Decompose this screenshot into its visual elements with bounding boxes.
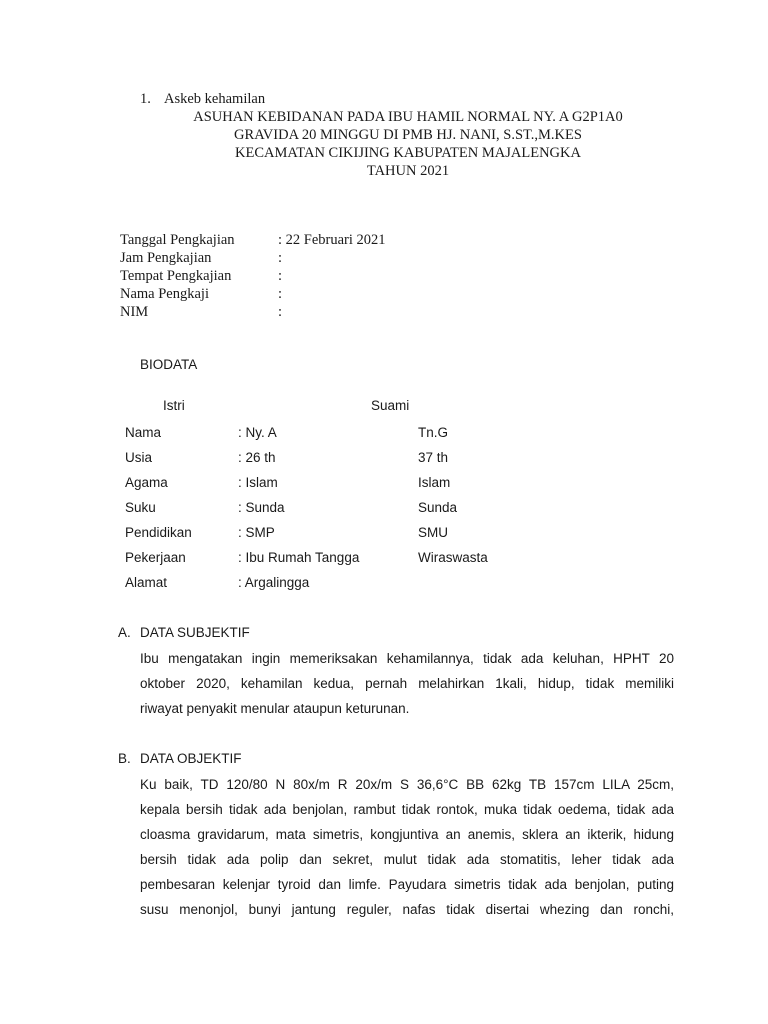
section-letter-subjective: A. bbox=[118, 625, 131, 640]
subjective-paragraph bbox=[140, 646, 674, 721]
biodata-husband-value: SMU bbox=[418, 525, 448, 540]
assessment-value: : bbox=[278, 304, 283, 320]
document-title-line-2: GRAVIDA 20 MINGGU DI PMB HJ. NANI, S.ST.,M.KES bbox=[234, 127, 582, 143]
document-title-line-3: KECAMATAN CIKIJING KABUPATEN MAJALENGKA bbox=[235, 145, 581, 161]
paragraph-line: oktober 2020, kehamilan kedua, pernah melahirkan 1kali, hidup, tidak memiliki bbox=[140, 676, 674, 691]
paragraph-line: susu menonjol, bunyi jantung reguler, nafas tidak disertai whezing dan ronchi, bbox=[140, 902, 674, 917]
paragraph-line: Ibu mengatakan ingin memeriksakan kehamilannya, tidak ada keluhan, HPHT 20 bbox=[140, 651, 674, 666]
biodata-wife-value: : 26 th bbox=[238, 450, 276, 465]
paragraph-line: riwayat penyakit menular ataupun keturunan. bbox=[140, 701, 410, 716]
section-title-subjective: DATA SUBJEKTIF bbox=[140, 625, 250, 640]
section-title-objective: DATA OBJEKTIF bbox=[140, 751, 242, 766]
biodata-label: Usia bbox=[125, 450, 153, 465]
biodata-label: Agama bbox=[125, 475, 168, 490]
biodata-label: Nama bbox=[125, 425, 162, 440]
assessment-value: : bbox=[278, 268, 283, 284]
list-label: Askeb kehamilan bbox=[164, 91, 266, 107]
paragraph-line: cloasma gravidarum, mata simetris, kongjuntiva an anemis, sklera an ikterik, hidung bbox=[140, 827, 674, 842]
biodata-husband-value: Islam bbox=[418, 475, 451, 490]
assessment-value: : bbox=[278, 286, 283, 302]
biodata-husband-value: Tn.G bbox=[418, 425, 449, 440]
biodata-title: BIODATA bbox=[140, 357, 198, 372]
biodata-label: Pendidikan bbox=[125, 525, 192, 540]
biodata-col-husband: Suami bbox=[371, 398, 410, 413]
assessment-label: NIM bbox=[120, 304, 149, 320]
assessment-value: : bbox=[278, 250, 283, 266]
biodata-label: Alamat bbox=[125, 575, 168, 590]
biodata-wife-value: : Ny. A bbox=[238, 425, 277, 440]
assessment-value: : 22 Februari 2021 bbox=[278, 232, 386, 248]
paragraph-line: pembesaran kelenjar tyroid dan limfe. Payudara simetris tidak ada benjolan, puting bbox=[140, 877, 674, 892]
biodata-husband-value: Sunda bbox=[418, 500, 458, 515]
biodata-label: Pekerjaan bbox=[125, 550, 186, 565]
paragraph-line: kepala bersih tidak ada benjolan, rambut tidak rontok, muka tidak oedema, tidak ada bbox=[140, 802, 674, 817]
biodata-wife-value: : Sunda bbox=[238, 500, 285, 515]
objective-paragraph bbox=[140, 772, 674, 922]
assessment-label: Tanggal Pengkajian bbox=[120, 232, 235, 248]
section-letter-objective: B. bbox=[118, 751, 131, 766]
biodata-husband-value: 37 th bbox=[418, 450, 449, 465]
assessment-label: Nama Pengkaji bbox=[120, 286, 209, 302]
biodata-wife-value: : Ibu Rumah Tangga bbox=[238, 550, 360, 565]
biodata-husband-value: Wiraswasta bbox=[418, 550, 488, 565]
paragraph-line: bersih tidak ada polip dan sekret, mulut tidak ada stomatitis, leher tidak ada bbox=[140, 852, 674, 867]
biodata-label: Suku bbox=[125, 500, 156, 515]
biodata-wife-value: : SMP bbox=[238, 525, 275, 540]
biodata-col-wife: Istri bbox=[163, 398, 185, 413]
list-number: 1. bbox=[140, 91, 151, 107]
paragraph-line: Ku baik, TD 120/80 N 80x/m R 20x/m S 36,6°C BB 62kg TB 157cm LILA 25cm, bbox=[140, 777, 674, 792]
biodata-wife-value: : Argalingga bbox=[238, 575, 310, 590]
assessment-label: Tempat Pengkajian bbox=[120, 268, 232, 284]
assessment-label: Jam Pengkajian bbox=[120, 250, 212, 266]
document-title-line-1: ASUHAN KEBIDANAN PADA IBU HAMIL NORMAL NY. A G2P1A0 bbox=[193, 109, 623, 125]
biodata-wife-value: : Islam bbox=[238, 475, 278, 490]
document-title-line-4: TAHUN 2021 bbox=[366, 163, 450, 179]
